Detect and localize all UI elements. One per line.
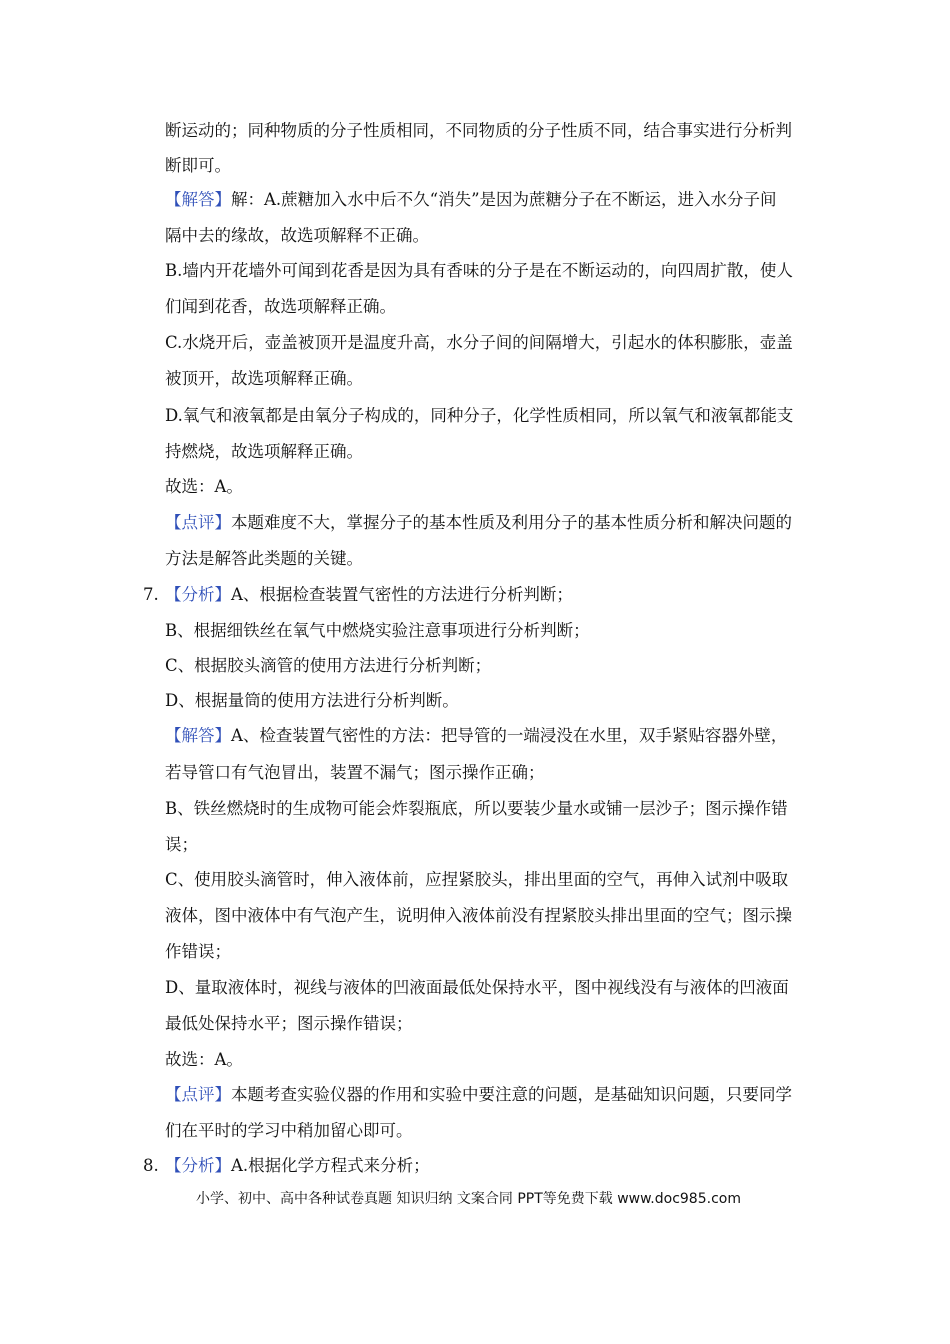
text-line <box>165 548 363 570</box>
text-line <box>165 405 793 427</box>
line-text: A、检查装置气密性的方法：把导管的一端浸没在水里，双手紧贴容器外壁， <box>231 726 788 745</box>
text-line <box>165 584 573 606</box>
text-line <box>165 1013 413 1035</box>
line-text: 断即可。 <box>165 156 231 175</box>
line-text: A、根据检查装置气密性的方法进行分析判断； <box>231 585 573 604</box>
text-line <box>165 1049 243 1071</box>
line-text: 们在平时的学习中稍加留心即可。 <box>165 1121 413 1140</box>
line-text: C.水烧开后，壶盖被顶开是温度升高，水分子间的间隔增大，引起水的体积膨胀，壶盖 <box>165 333 793 352</box>
line-text: 被顶开，故选项解释正确。 <box>165 369 363 388</box>
text-line <box>165 655 491 677</box>
text-line <box>165 512 792 534</box>
text-line <box>165 834 198 856</box>
comment-tag: 【点评】 <box>165 1085 231 1104</box>
text-line <box>165 225 429 247</box>
question-number: 7. <box>143 585 159 604</box>
text-line <box>165 441 363 463</box>
line-text: 液体，图中液体中有气泡产生，说明伸入液体前没有捏紧胶头排出里面的空气；图示操 <box>165 906 792 925</box>
text-line <box>165 1155 430 1177</box>
text-line <box>165 620 590 642</box>
text-line <box>165 120 792 142</box>
line-text: D、量取液体时，视线与液体的凹液面最低处保持水平，图中视线没有与液体的凹液面 <box>165 978 789 997</box>
text-line <box>165 941 231 963</box>
line-text: 误； <box>165 835 198 854</box>
line-text: 隔中去的缘故，故选项解释不正确。 <box>165 226 429 245</box>
text-line <box>165 762 545 784</box>
text-line <box>165 798 788 820</box>
comment-tag: 【点评】 <box>165 513 231 532</box>
line-text: 本题考查实验仪器的作用和实验中要注意的问题，是基础知识问题，只要同学 <box>231 1085 792 1104</box>
line-text: 若导管口有气泡冒出，装置不漏气；图示操作正确； <box>165 763 545 782</box>
line-text: 本题难度不大，掌握分子的基本性质及利用分子的基本性质分析和解决问题的 <box>231 513 792 532</box>
text-line <box>165 690 459 712</box>
line-text: 们闻到花香，故选项解释正确。 <box>165 297 396 316</box>
text-line <box>165 1084 792 1106</box>
line-text: B、根据细铁丝在氧气中燃烧实验注意事项进行分析判断； <box>165 621 590 640</box>
line-text: D.氧气和液氧都是由氧分子构成的，同种分子，化学性质相同，所以氧气和液氧都能支 <box>165 406 794 425</box>
text-line <box>165 476 243 498</box>
line-text: B、铁丝燃烧时的生成物可能会炸裂瓶底，所以要装少量水或铺一层沙子；图示操作错 <box>165 799 788 818</box>
line-text: 最低处保持水平；图示操作错误； <box>165 1014 413 1033</box>
line-text: 作错误； <box>165 942 231 961</box>
text-line <box>165 725 787 747</box>
line-text: C、使用胶头滴管时，伸入液体前，应捏紧胶头，排出里面的空气，再伸入试剂中吸取 <box>165 870 789 889</box>
answer-tag: 【解答】 <box>165 726 231 745</box>
text-line <box>165 296 396 318</box>
text-line <box>165 977 789 999</box>
text-line <box>165 905 792 927</box>
question-number: 8. <box>143 1156 159 1175</box>
line-text: D、根据量筒的使用方法进行分析判断。 <box>165 691 459 710</box>
line-text: 故选：A。 <box>165 1050 243 1069</box>
line-text: 断运动的；同种物质的分子性质相同，不同物质的分子性质不同，结合事实进行分析判 <box>165 121 792 140</box>
line-text: 方法是解答此类题的关键。 <box>165 549 363 568</box>
line-text: C、根据胶头滴管的使用方法进行分析判断； <box>165 656 492 675</box>
page-footer: 小学、初中、高中各种试卷真题 知识归纳 文案合同 PPT等免费下载 www.doc985.com <box>196 1191 741 1207</box>
line-text: 故选：A。 <box>165 477 243 496</box>
text-line <box>165 260 793 282</box>
line-text: 解：A.蔗糖加入水中后不久“消失”是因为蔗糖分子在不断运，进入水分子间 <box>231 190 777 209</box>
analysis-tag: 【分析】 <box>165 585 231 604</box>
text-line <box>165 189 777 211</box>
line-text: 持燃烧，故选项解释正确。 <box>165 442 363 461</box>
text-line <box>165 368 363 390</box>
line-text: B.墙内开花墙外可闻到花香是因为具有香味的分子是在不断运动的，向四周扩散，使人 <box>165 261 793 280</box>
analysis-tag: 【分析】 <box>165 1156 231 1175</box>
text-line <box>165 155 231 177</box>
text-line <box>165 869 788 891</box>
line-text: A.根据化学方程式来分析； <box>231 1156 430 1175</box>
answer-tag: 【解答】 <box>165 190 231 209</box>
text-line <box>165 332 793 354</box>
text-line <box>165 1120 413 1142</box>
